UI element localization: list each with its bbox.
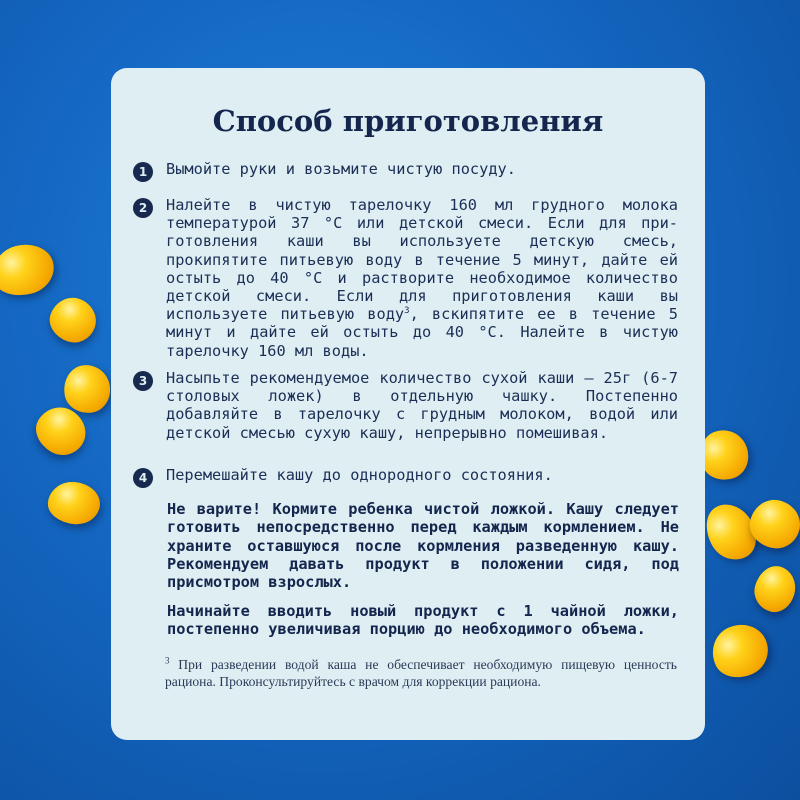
step-number: 3 xyxy=(133,371,153,391)
instructions-card xyxy=(111,68,705,740)
step-number: 1 xyxy=(133,162,153,182)
step-text: Вымойте руки и возьмите чистую посуду. xyxy=(166,160,516,178)
card-title: Способ приготовления xyxy=(212,104,604,138)
corn-kernel xyxy=(704,616,777,687)
step-4 xyxy=(133,466,678,484)
step-text: Налейте в чистую тарелочку 160 мл грудного молока температурой 37 °С или детской смеси. Если для при-готовления каши вы используете детскую смесь, прокипятите питьевую воду в течение 5 минут, дайте ей остыть до 40 °С и растворите необходимое количество детской смеси. Если для приготовления каши вы используете питьевую воду$^3$, вскипятите ее в течение 5 минут и дайте ей остыть до 40 °С. Налейте в чистую тарелочку 160 мл воды. xyxy=(166,196,678,360)
step-text: Перемешайте кашу до однородного состояния. xyxy=(166,466,553,484)
corn-kernel xyxy=(0,238,59,302)
warning-text: Не варите! Кормите ребенка чистой ложкой. Кашу следует готовить непосредственно перед каждым кормлением. Не храните оставшуюся после кормления разведенную кашу. Рекомендуем давать продукт в положении сидя, под присмотром взрослых. xyxy=(167,500,679,592)
footnote-mark: 3 xyxy=(165,655,170,666)
corn-kernel xyxy=(46,480,101,526)
corn-kernel xyxy=(44,291,102,348)
step-1 xyxy=(133,160,678,178)
corn-kernel xyxy=(750,562,800,617)
step-number: 4 xyxy=(133,468,153,488)
intro-note: Начинайте вводить новый продукт с 1 чайной ложки, постепенно увеличивая порцию до необходимого объема. xyxy=(167,602,679,639)
step-number: 2 xyxy=(133,198,153,218)
footnote-ref: 3 xyxy=(404,306,410,317)
step-text: Насыпьте рекомендуемое количество сухой каши – 25г (6-7 столовых ложек) в отдельную чашку. Постепенно добавляйте в тарелочку с грудным молоком, водой или детской смесью сухую кашу, непрерывно помешивая. xyxy=(166,369,678,442)
step-2 xyxy=(133,196,678,360)
footnote: $^3$ При разведении водой каша не обеспечивает необходимую пищевую ценность рациона. Проконсультируйтесь с врачом для коррекции рациона. xyxy=(165,655,677,689)
step-3 xyxy=(133,369,678,442)
